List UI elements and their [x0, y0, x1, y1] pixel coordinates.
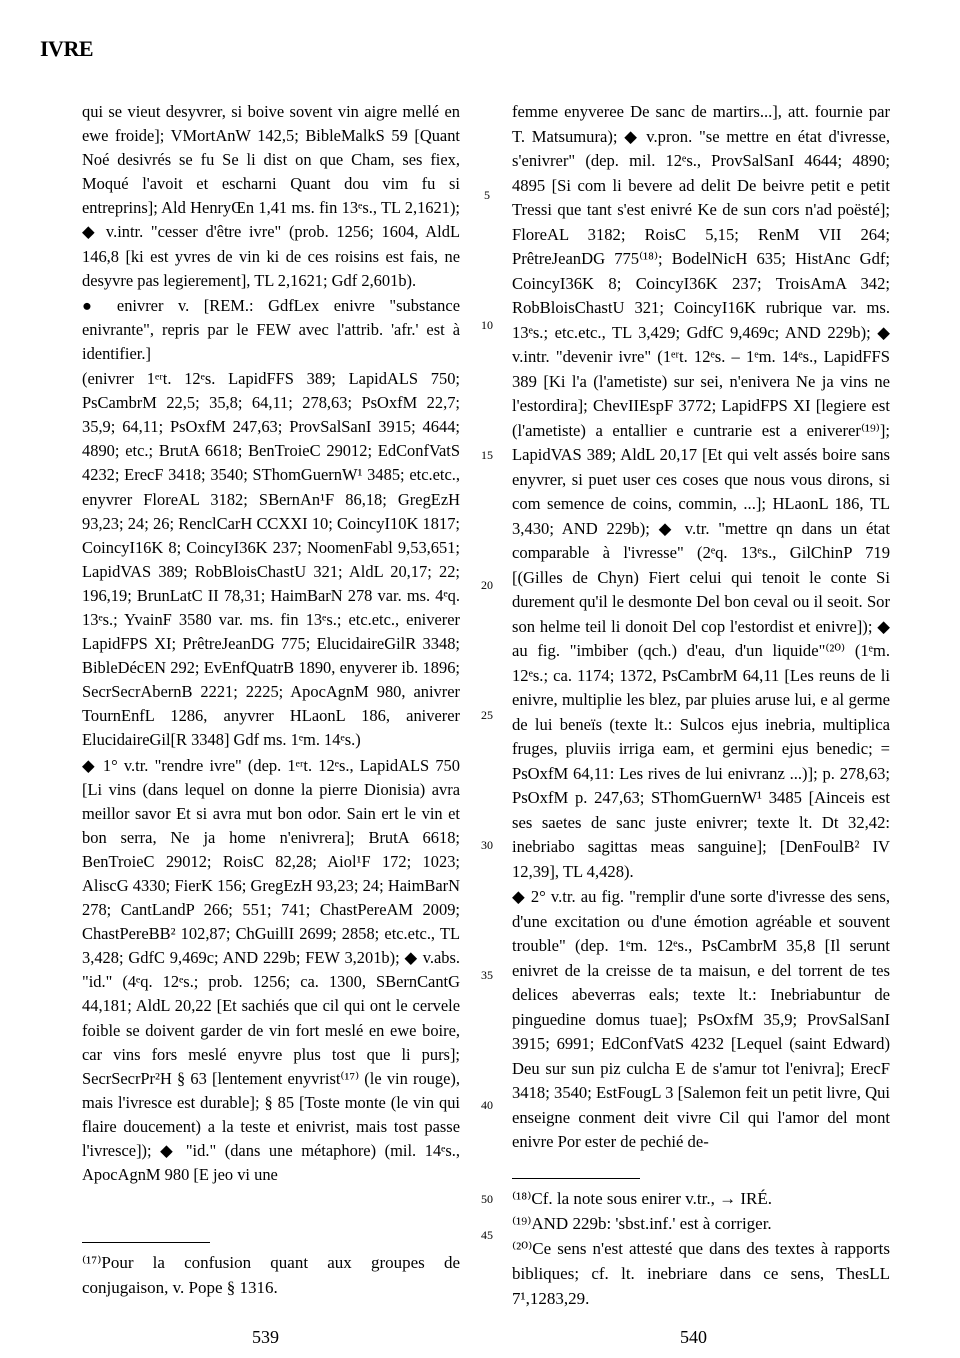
line-number: 30	[481, 838, 493, 852]
footnotes-right	[512, 1186, 890, 1311]
footnote: ⁽²⁰⁾Ce sens n'est attesté que dans des textes à rapports bibliques; cf. lt. inebriare dans ce sens, ThesLL 7¹,1283,29.	[512, 1239, 890, 1308]
footnote: ⁽¹⁸⁾Cf. la note sous enirer v.tr., → IRÉ.	[512, 1189, 773, 1208]
footnote: ⁽¹⁷⁾Pour la confusion quant aux groupes de conjugaison, v. Pope § 1316.	[82, 1253, 460, 1297]
footnote-rule	[82, 1242, 210, 1243]
line-number: 20	[481, 578, 493, 592]
footnote-rule	[512, 1178, 640, 1179]
line-number: 5	[484, 188, 490, 202]
line-number: 45	[481, 1228, 493, 1242]
page-number-right: 540	[680, 1327, 707, 1347]
running-head: IVRE	[40, 36, 94, 61]
line-number: 25	[481, 708, 493, 722]
paragraph: ◆ 1° v.tr. "rendre ivre" (dep. 1ᵉʳt. 12ᵉs., LapidALS 750 [Li vins (dans lequel on donne la pierre Dionisia) avra meillor savor Et si avra mut bon odor. Sain ert le vin et bon serra, Ne ja home n'enivrera]; BrutA 6618; BenTroieC 29012; RoisC 82,28; Aiol¹F 172; 1023; AliscG 4330; FierK 156; GregEzH 93,23; 24; HaimBarN 278; CantLandP 266; 551; 741; ChastPereAM 2009; ChastPereBB² 102,87; ChGuillI 2699; 2858; etc.etc., TL 3,428; GdfC 9,469c; AND 229b; FEW 3,201b); ◆ v.abs. "id." (4ᵉq. 12ᵉs.; prob. 1256; ca. 1300, SBernCantG 44,181; AldL 20,22 [Et sachiés que cil qui ont le cervele foible se doivent garder de vin fort meslé en ewe boire, car vins fors meslé enyvre plus tost que li purs]; SecrSecrPr²H § 63 [lentement enyvrist⁽¹⁷⁾ (le vin rouge), mais l'ivresce est durable]; § 85 [Toste monte (le vin qui flaire doucement) a la teste et enivrist, mais tost passe l'ivresce]); ◆ "id." (dans une métaphore) (mil. 14ᵉs., ApocAgnM 980 [E jeo vi une	[82, 755, 460, 1185]
paragraph: ◆ 2° v.tr. au fig. "remplir d'une sorte d'ivresse des sens, d'une excitation ou d'une émotion agréable et souvent trouble" (dep. 1ᵉm. 12ᵉs., PsCambrM 35,8 [Il serunt enivret de la creisse de ta maisun, e del torrent de tes delices abeverras eals; texte lt.: Inebriabuntur de pinguedine domus tuae]; PsOxfM 35,9; ProvSalSanI 3915; 6991; EdConfVatS 4232 [Lequel (saint Edward) Deu sur sun piz culcha E de s'amur tot l'enivra]; ErecF 3418; 3540; EstFougL 3 [Salemon feit un petit livre, Qui enseigne conment deit vivre Cil qui l'amor del mont enivre Por ester de pechié de-	[512, 887, 890, 1151]
line-number: 50	[481, 1192, 493, 1206]
footnote: ⁽¹⁹⁾AND 229b: 'sbst.inf.' est à corriger.	[512, 1214, 772, 1233]
paragraph: femme enyveree De sanc de martirs...], att. fournie par T. Matsumura); ◆ v.pron. "se mettre en état d'ivresse, s'enivrer" (dep. mil. 12ᵉs., ProvSalSanI 4644; 4890; 4895 [Si com li bevere ad delit De beivre petit e petit Tressi que tant s'est enivré Ke de sun cors n'ad poësté]; FloreAL 3182; RoisC 5,15; RenM VII 264; PrêtreJeanDG 775⁽¹⁸⁾; BodelNicH 635; HistAnc Gdf; CoincyI36K 8; CoincyI36K 237; TroisAmA 342; RobBloisChastU 321; CoincyI16K rubrique var. ms. 13ᵉs.; etc.etc., TL 3,429; GdfC 9,469c; AND 229b); ◆ v.intr. "devenir ivre" (1ᵉʳt. 12ᵉs. – 1ᵉm. 14ᵉs., LapidFFS 389 [Ki l'a (l'ametiste) sur sei, n'enivera Ne ja vins ne l'estordira]; ChevIIEspF 3772; LapidFPS XI [legiere est (l'ametiste) a entallier e cuntrarie est a eniverer⁽¹⁹⁾]; LapidVAS 389; AldL 20,17 [Et qui velt assés boire sans enyvrer, si puet user ces coses que nous vous dirons, si com semence de coins, commin, ...]; HLaonL 186, TL 3,430; AND 229b); ◆ v.tr. "mettre qn dans un état comparable à l'ivresse" (2ᵉq. 13ᵉs., GilChinP 719 [(Gilles de Chyn) Fiert celui qui tenoit le conte Si durement qu'il le desmonte Del bon ceval ou il seoit. Sor son helme teil li donoit Del cop l'estordist et enivre]); ◆ au fig. "imbiber (qch.) d'eau, d'un liquide"⁽²⁰⁾ (1ᵉm. 12ᵉs.; ca. 1174; 1372, PsCambrM 64,11 [Les reuns de li enivre, multiplie les blez, par pluies aruse lui, e al germe de lui beneïs (texte lt.: Sulcos ejus inebria, multiplica fruges, pluviis irriga eam, et germini ejus benedic; = PsOxfM 64,11: Les rives de lui enivranz ...)]; p. 278,63; PsOxfM p. 247,63; SThomGuernW¹ 3485 [Ainceis est ses saetes de sanc juste enivrer; texte lt. Dt 32,42: inebriabo sagittas meas sanguine]; [DenFoulB² IV 12,39], TL 4,428).	[512, 102, 890, 881]
footnotes-left	[82, 1250, 460, 1300]
line-number: 40	[481, 1098, 493, 1112]
left-column	[82, 100, 460, 1187]
page-number-left: 539	[252, 1327, 279, 1347]
paragraph: ● enivrer v. [REM.: GdfLex enivre "substance enivrante", repris par le FEW avec l'attrib. 'afr.' est à identifier.]	[82, 295, 460, 363]
paragraph: (enivrer 1ᵉʳt. 12ᵉs. LapidFFS 389; LapidALS 750; PsCambrM 22,5; 35,8; 64,11; 278,63; PsOxfM 22,7; 35,9; 64,11; PsOxfM 247,63; ProvSalSanI 3915; 4644; 4890; etc.; BrutA 6618; BenTroieC 29012; EdConfVatS 4232; ErecF 3418; 3540; SThomGuernW¹ 3485; etc.etc., enyvrer FloreAL 3182; SBernAn¹F 86,18; GregEzH 93,23; 24; 26; RenclCarH CCXXI 10; CoincyI10K 1817; CoincyI16K 8; CoincyI36K 237; NoomenFabl 9,53,651; LapidVAS 389; RobBloisChastU 321; AldL 20,17; 22; 196,19; BrunLatC II 78,31; HaimBarN 278 var. ms. 4ᵉq. 13ᵉs.; YvainF 3580 var. ms. fin 13ᵉs.; etc.etc., eniverer LapidFPS XI; PrêtreJeanDG 775; ElucidaireGilR 3348; BibleDécEN 292; EvEnfQuatrB 1890, enyverer ib. 1896; SecrSecrAbernB 2221; 2225; ApocAgnM 980, anivrer TournEnfL 1286, anyvrer HLaonL 186, aniverer ElucidaireGil[R 3348] Gdf ms. 1ᵉm. 14ᵉs.)	[82, 369, 460, 750]
right-column	[512, 100, 890, 1155]
paragraph: qui se vieut desyvrer, si boive sovent vin aigre mellé en ewe froide]; VMortAnW 142,5; BibleMalkS 59 [Quant Noé desivrés se fu Se li dist on que Cham, ses fiex, Moqué l'avoit et escharni Quant dou vim fu si entreprins]; Ald HenryŒn 1,41 ms. fin 13ᵉs., TL 2,1621); ◆ v.intr. "cesser d'être ivre" (prob. 1256; 1604, AldL 146,8 [ki est yvres de vin ki de ces roisins est fais, ne desyvre pas legierement], TL 2,1621; Gdf 2,601b).	[82, 102, 460, 290]
line-number: 10	[481, 318, 493, 332]
line-number: 35	[481, 968, 493, 982]
line-number: 15	[481, 448, 493, 462]
